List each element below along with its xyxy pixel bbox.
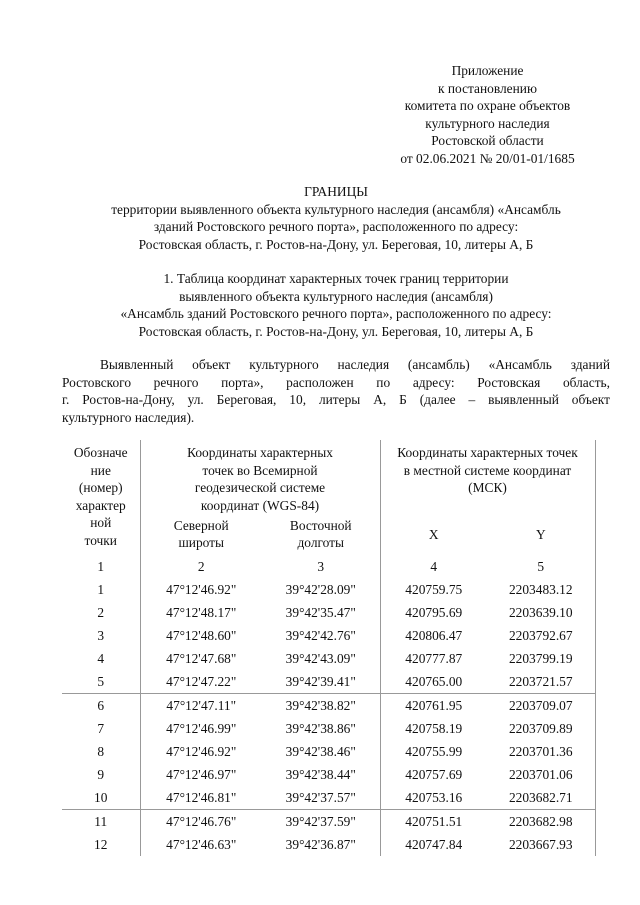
header-text: Северной [173, 517, 229, 533]
latitude-cell: 47°12'48.60" [166, 628, 237, 644]
latitude-cell: 47°12'46.99" [166, 721, 237, 737]
header-text: ной [90, 515, 112, 531]
header-text: координат (WGS-84) [200, 497, 320, 513]
table-subheader-row [62, 514, 595, 554]
table-caption [40, 270, 632, 340]
x-coordinate-cell: 420757.69 [405, 767, 463, 783]
header-text: широты [178, 535, 225, 551]
column-number: 1 [62, 554, 140, 578]
title-line: Ростовская область, г. Ростов-на-Дону, ул. Береговая, 10, литеры А, Б [138, 236, 534, 252]
table-header-row [62, 440, 595, 514]
longitude-cell: 39°42'35.47" [262, 601, 380, 624]
paragraph-line: Выявленный объект культурного наследия (ансамбль) «Ансамбль зданий [100, 357, 610, 372]
longitude-cell: 39°42'43.09" [262, 647, 380, 670]
header-text: Координаты характерных точек [397, 445, 578, 460]
latitude-cell: 47°12'46.76" [140, 810, 262, 834]
appendix-line: Ростовской области [431, 133, 544, 149]
point-number-cell: 12 [62, 833, 140, 856]
x-coordinate-cell: 420765.00 [405, 674, 463, 690]
longitude-cell: 39°42'39.41" [262, 670, 380, 694]
header-text: в местной системе координат [403, 462, 572, 478]
longitude-cell: 39°42'38.82" [262, 694, 380, 718]
point-number-cell: 6 [62, 694, 140, 718]
header-text: точки [84, 532, 117, 548]
y-coordinate-cell: 2203667.93 [487, 833, 595, 856]
paragraph-line: культурного наследия). [62, 409, 195, 425]
table-row [62, 647, 595, 670]
y-coordinate-cell: 2203799.19 [487, 647, 595, 670]
appendix-block [380, 62, 595, 168]
x-coordinate-cell: 420751.51 [380, 810, 487, 834]
longitude-cell: 39°42'38.86" [262, 717, 380, 740]
latitude-cell: 47°12'46.97" [166, 767, 237, 783]
point-number-cell: 1 [62, 578, 140, 601]
table-row [62, 810, 595, 834]
latitude-cell: 47°12'47.11" [140, 694, 262, 718]
x-coordinate-cell: 420758.19 [405, 721, 463, 737]
x-coordinate-cell: 420795.69 [405, 605, 463, 621]
latitude-cell: 47°12'46.63" [166, 837, 237, 853]
header-text: характер [75, 497, 126, 513]
longitude-cell: 39°42'38.44" [262, 763, 380, 786]
longitude-cell: 39°42'37.57" [262, 786, 380, 810]
point-number-cell: 8 [62, 740, 140, 763]
title-heading: ГРАНИЦЫ [304, 184, 368, 199]
table-row [62, 694, 595, 718]
appendix-line: Приложение [451, 63, 524, 78]
header-text: Восточной [289, 517, 352, 533]
y-coordinate-cell: 2203682.98 [487, 810, 595, 834]
table-row [62, 740, 595, 763]
point-number-cell: 7 [62, 717, 140, 740]
column-number: 3 [262, 554, 380, 578]
caption-line: выявленного объекта культурного наследия (ансамбля) [179, 288, 493, 304]
table-row [62, 786, 595, 810]
header-text: геодезической системе [194, 480, 326, 496]
y-coordinate-cell: 2203701.36 [487, 740, 595, 763]
x-coordinate-cell: 420759.75 [405, 582, 463, 598]
table-row [62, 670, 595, 694]
appendix-line: от 02.06.2021 № 20/01-01/1685 [400, 150, 575, 166]
header-text: (МСК) [468, 480, 507, 496]
body-paragraph [62, 356, 610, 426]
column-number: 2 [197, 558, 205, 574]
y-coordinate-cell: 2203483.12 [487, 578, 595, 601]
title-line: зданий Ростовского речного порта», расположенного по адресу: [153, 219, 519, 235]
table-row [62, 601, 595, 624]
document-title [40, 183, 632, 253]
caption-line: Ростовская область, г. Ростов-на-Дону, ул. Береговая, 10, литеры А, Б [138, 323, 534, 339]
north-latitude-header [140, 514, 262, 554]
point-number-cell: 2 [62, 601, 140, 624]
x-coordinate-cell: 420777.87 [405, 651, 463, 667]
x-coordinate-cell: 420755.99 [405, 744, 463, 760]
longitude-cell: 39°42'36.87" [262, 833, 380, 856]
appendix-line: к постановлению [438, 80, 537, 96]
latitude-cell: 47°12'47.22" [166, 674, 237, 690]
y-coordinate-cell: 2203792.67 [487, 624, 595, 647]
latitude-cell: 47°12'46.92" [166, 744, 237, 760]
header-text: (номер) [78, 480, 123, 496]
column-number-row [62, 554, 595, 578]
paragraph-line: г. Ростов-на-Дону, ул. Береговая, 10, литеры А, Б (далее – выявленный объект [62, 392, 610, 407]
longitude-cell: 39°42'37.59" [262, 810, 380, 834]
column-number: 5 [487, 554, 595, 578]
longitude-cell: 39°42'28.09" [262, 578, 380, 601]
x-coordinate-cell: 420753.16 [405, 790, 463, 806]
appendix-line: культурного наследия [425, 115, 550, 131]
point-number-cell: 5 [62, 670, 140, 694]
table-row [62, 624, 595, 647]
paragraph-line: Ростовского речного порта», расположен по адресу: Ростовская область, [62, 374, 610, 390]
msk-header [380, 440, 595, 514]
title-line: территории выявленного объекта культурного наследия (ансамбля) «Ансамбль [111, 201, 561, 217]
table-row [62, 578, 595, 601]
point-number-cell: 11 [62, 810, 140, 834]
column-number: 4 [430, 558, 438, 574]
point-number-cell: 4 [62, 647, 140, 670]
y-header: Y [487, 514, 595, 554]
latitude-cell: 47°12'46.92" [166, 582, 237, 598]
table-row [62, 833, 595, 856]
caption-line: 1. Таблица координат характерных точек границ территории [163, 271, 509, 286]
header-text: Обозначе [73, 445, 128, 460]
x-coordinate-cell: 420747.84 [405, 837, 463, 853]
y-coordinate-cell: 2203682.71 [487, 786, 595, 810]
point-number-cell: 9 [62, 763, 140, 786]
appendix-line: комитета по охране объектов [404, 98, 571, 114]
point-number-cell: 3 [62, 624, 140, 647]
wgs84-header [140, 440, 380, 514]
y-coordinate-cell: 2203701.06 [487, 763, 595, 786]
y-coordinate-cell: 2203709.07 [487, 694, 595, 718]
latitude-cell: 47°12'48.17" [166, 605, 237, 621]
caption-line: «Ансамбль зданий Ростовского речного порта», расположенного по адресу: [120, 306, 552, 322]
table-row [62, 763, 595, 786]
header-text: точек во Всемирной [202, 462, 318, 478]
latitude-cell: 47°12'46.81" [166, 790, 237, 806]
header-text: ние [90, 462, 111, 478]
x-header: X [428, 526, 439, 542]
header-text: долготы [297, 535, 345, 551]
longitude-cell: 39°42'42.76" [262, 624, 380, 647]
header-text: Координаты характерных [187, 445, 333, 460]
longitude-cell: 39°42'38.46" [262, 740, 380, 763]
x-coordinate-cell: 420806.47 [405, 628, 463, 644]
coordinates-body [62, 578, 595, 856]
point-number-cell: 10 [62, 786, 140, 810]
x-coordinate-cell: 420761.95 [380, 694, 487, 718]
coordinates-table [62, 440, 596, 856]
y-coordinate-cell: 2203639.10 [487, 601, 595, 624]
y-coordinate-cell: 2203709.89 [487, 717, 595, 740]
latitude-cell: 47°12'47.68" [166, 651, 237, 667]
east-longitude-header [262, 514, 380, 554]
table-row [62, 717, 595, 740]
point-number-header [62, 440, 140, 554]
y-coordinate-cell: 2203721.57 [487, 670, 595, 694]
